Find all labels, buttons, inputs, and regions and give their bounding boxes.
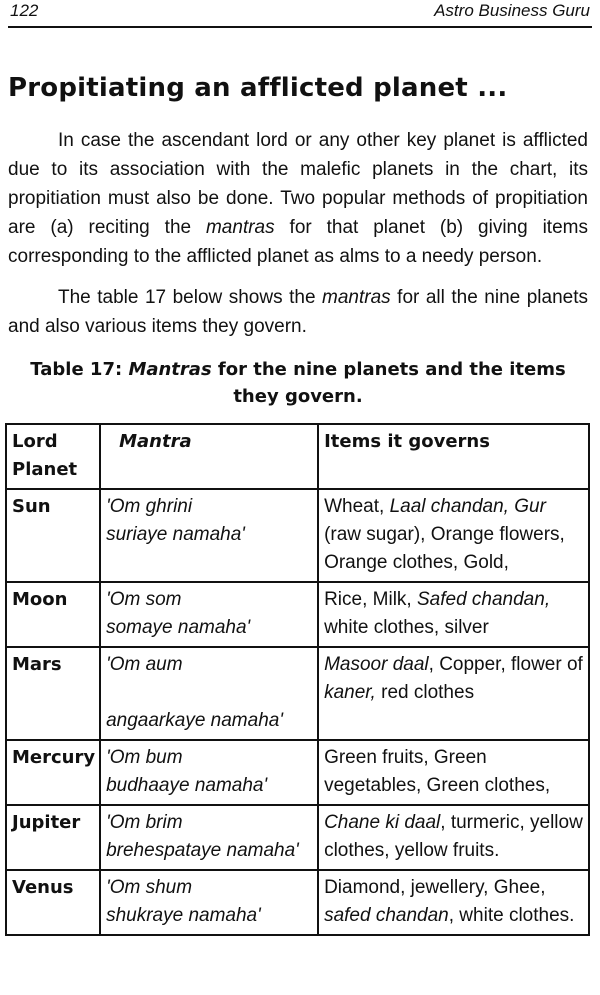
item-text: , turmeric, yellow clothes, yellow fruits.	[324, 812, 583, 861]
mantra-cell	[100, 740, 318, 805]
mantra-line: 'Om brim	[106, 812, 183, 833]
planet-name: Jupiter	[6, 805, 100, 870]
text-segment: mantras	[205, 217, 275, 238]
mantra-line: budhaaye namaha'	[106, 775, 268, 796]
mantra-cell	[100, 647, 318, 740]
items-cell	[318, 740, 589, 805]
mantra-line: somaye namaha'	[106, 617, 251, 638]
item-text: red clothes	[375, 682, 475, 703]
item-text: Chane ki daal	[324, 812, 441, 833]
items-cell	[318, 582, 589, 647]
table-caption	[8, 356, 588, 410]
mantra-line: 'Om shum	[106, 877, 193, 898]
text-segment: In case the ascendant lord or any other key planet is afflicted due to its association with the malefic planets in the chart, its propitiation must also be done. Two popular methods of propitiation are (a) reciting the	[8, 130, 588, 238]
mantra-line: 'Om ghrini	[106, 496, 193, 517]
header-items: Items it governs	[318, 424, 589, 489]
mantra-line: suriaye namaha'	[106, 524, 245, 545]
item-text: , white clothes.	[448, 905, 575, 926]
mantra-line: 'Om bum	[106, 747, 183, 768]
mantras-table	[5, 423, 590, 936]
item-text: , Copper, flower of	[428, 654, 583, 675]
item-text: Laal chandan, Gur	[389, 496, 546, 517]
page-number: 122	[10, 1, 39, 20]
text-segment: Mantras	[128, 359, 212, 380]
item-text: kaner,	[324, 682, 376, 703]
items-cell	[318, 489, 589, 582]
item-text: Rice, Milk,	[324, 589, 417, 610]
item-text: Diamond, jewellery, Ghee,	[324, 877, 546, 898]
mantra-cell	[100, 870, 318, 935]
intro-paragraph	[8, 126, 588, 271]
mantra-cell	[100, 805, 318, 870]
item-text: Wheat,	[324, 496, 390, 517]
text-segment: for all the nine planets and also various items they govern.	[8, 287, 588, 337]
items-cell	[318, 870, 589, 935]
mantra-line: 'Om aum	[106, 654, 183, 675]
text-segment: for the nine planets and the items they govern.	[211, 359, 566, 407]
table-body	[6, 489, 589, 935]
item-text: Safed chandan,	[416, 589, 551, 610]
planet-name: Sun	[6, 489, 100, 582]
item-text: Green fruits, Green vegetables, Green clothes,	[324, 747, 551, 796]
text-segment: for that planet (b) giving items corresponding to the afflicted planet as alms to a needy person.	[8, 217, 588, 267]
table-row	[6, 805, 589, 870]
section-heading: Propitiating an afflicted planet ...	[8, 73, 508, 103]
table-reference-paragraph	[8, 283, 588, 341]
planet-name: Mars	[6, 647, 100, 740]
header-lord-planet: Lord Planet	[6, 424, 100, 489]
table-row	[6, 489, 589, 582]
mantra-line: angaarkaye namaha'	[106, 710, 283, 731]
item-text: safed chandan	[324, 905, 449, 926]
mantra-line: shukraye namaha'	[106, 905, 261, 926]
table-row	[6, 647, 589, 740]
running-title: Astro Business Guru	[434, 1, 590, 20]
items-cell	[318, 805, 589, 870]
items-cell	[318, 647, 589, 740]
text-segment: mantras	[322, 287, 391, 308]
planet-name: Moon	[6, 582, 100, 647]
table-header-row	[6, 424, 589, 489]
text-segment: Table 17:	[30, 359, 129, 380]
mantra-line: 'Om som	[106, 589, 182, 610]
text-segment: The table 17 below shows the	[58, 287, 323, 308]
table-row	[6, 582, 589, 647]
table-row	[6, 740, 589, 805]
mantra-cell	[100, 489, 318, 582]
planet-name: Mercury	[6, 740, 100, 805]
table-row	[6, 870, 589, 935]
header-mantra: Mantra	[100, 424, 318, 489]
mantra-cell	[100, 582, 318, 647]
item-text: Masoor daal	[324, 654, 429, 675]
planet-name: Venus	[6, 870, 100, 935]
item-text: (raw sugar), Orange flowers, Orange clothes, Gold,	[324, 524, 565, 573]
item-text: white clothes, silver	[324, 617, 489, 638]
mantra-line: brehespataye namaha'	[106, 840, 299, 861]
page-header	[8, 0, 592, 28]
